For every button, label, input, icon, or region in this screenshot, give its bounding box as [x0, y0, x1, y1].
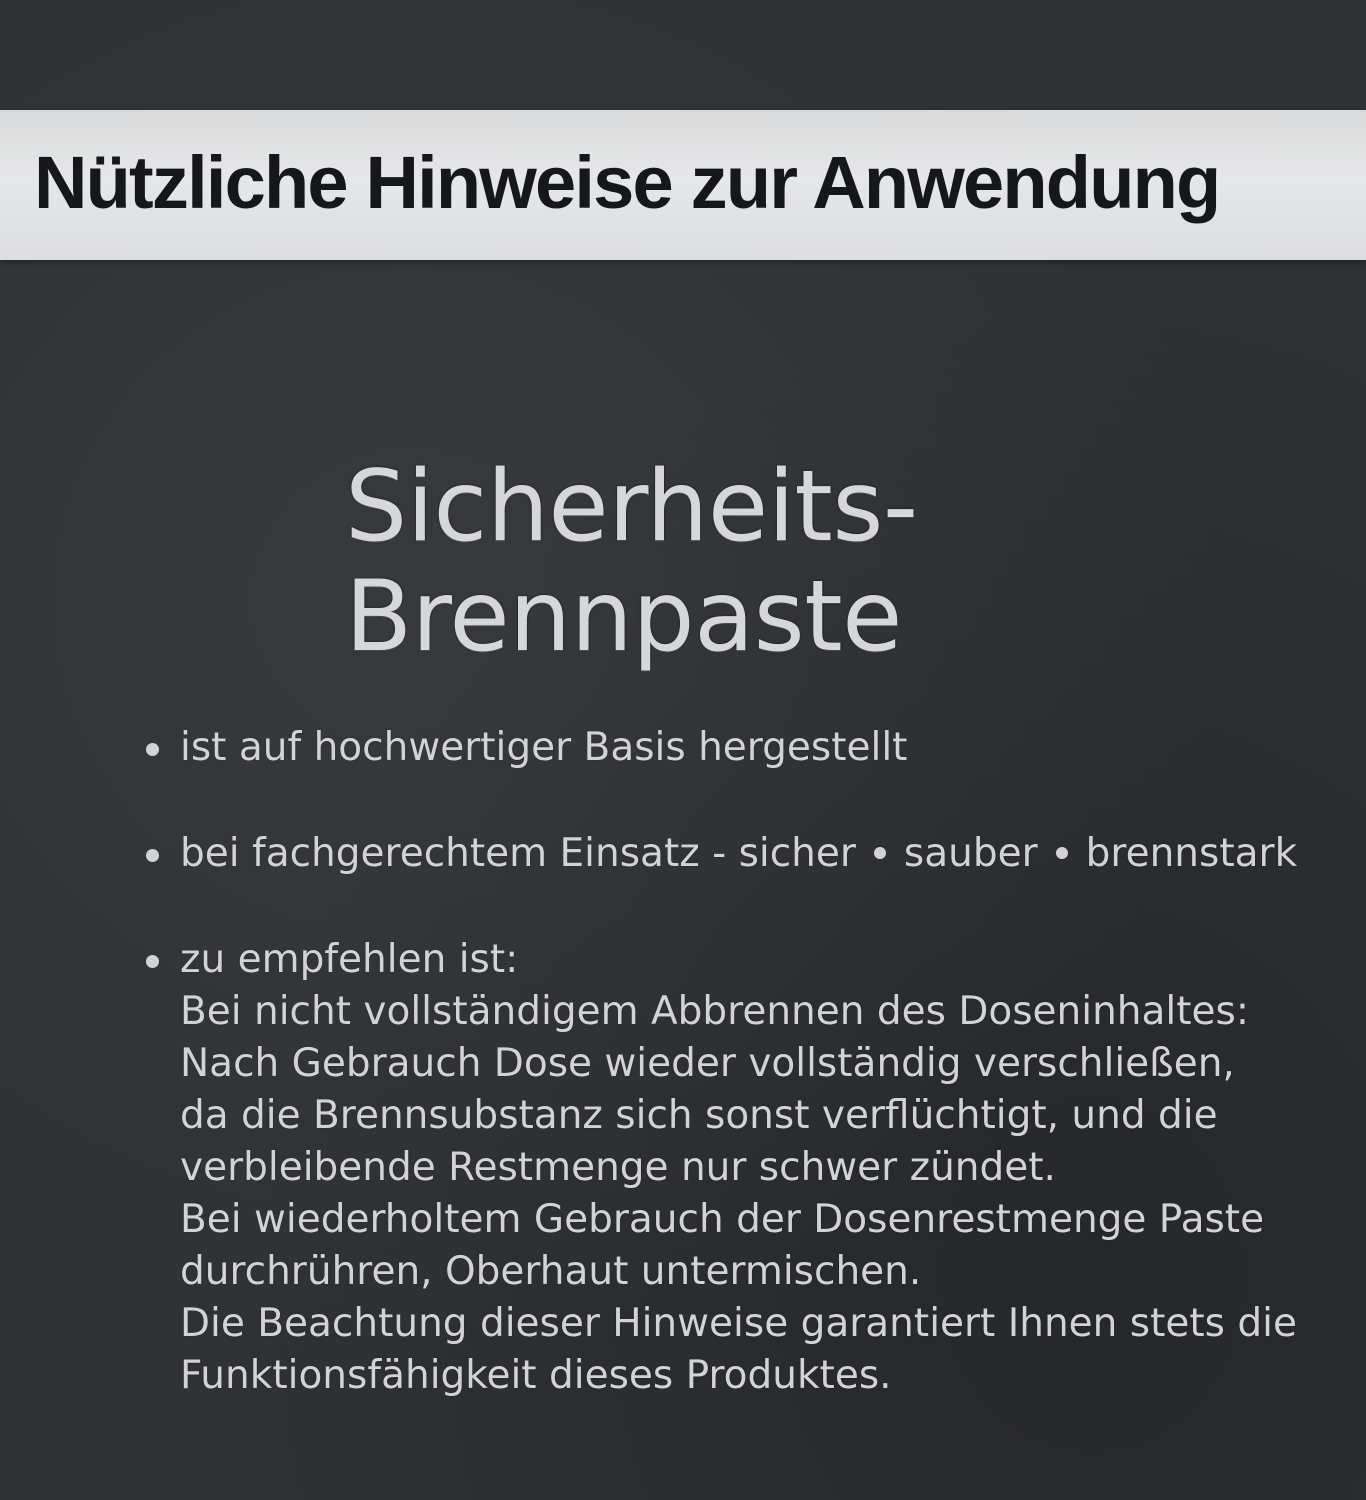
bullet-3-line: Bei wiederholtem Gebrauch der Dosenrestmenge Paste [180, 1197, 1265, 1242]
bullet-text-2-part-3: brennstark [1085, 831, 1298, 876]
bullet-3-line: durchrühren, Oberhaut untermischen. [180, 1249, 922, 1294]
bullet-text-1: ist auf hochwertiger Basis hergestellt [180, 725, 908, 770]
bullet-3-line: Funktionsfähigkeit dieses Produktes. [180, 1353, 892, 1398]
bullet-3-line: Bei nicht vollständigem Abbrennen des Doseninhaltes: [180, 989, 1249, 1034]
bullet-dot-icon [146, 743, 159, 756]
bullet-3-line: Nach Gebrauch Dose wieder vollständig verschließen, [180, 1041, 1235, 1086]
bullet-3-line: Die Beachtung dieser Hinweise garantiert Ihnen stets die [180, 1301, 1297, 1346]
separator-dot-icon [874, 847, 886, 859]
bullet-text-2-part-1: bei fachgerechtem Einsatz - sicher [180, 831, 856, 876]
bullet-item-3 [140, 934, 1340, 1402]
bullet-list [140, 722, 1340, 1456]
product-title-line-2: Brennpaste [345, 560, 902, 674]
bullet-dot-icon [146, 955, 159, 968]
bullet-text-3 [180, 934, 1340, 1402]
separator-dot-icon [1056, 847, 1068, 859]
product-title-line-1: Sicherheits- [345, 450, 918, 564]
bullet-3-line: verbleibende Restmenge nur schwer zündet. [180, 1145, 1056, 1190]
product-title [345, 452, 918, 672]
bullet-item-2 [140, 828, 1340, 880]
bullet-dot-icon [146, 849, 159, 862]
header-title: Nützliche Hinweise zur Anwendung [34, 141, 1220, 224]
bullet-item-1 [140, 722, 1340, 774]
bullet-3-line: da die Brennsubstanz sich sonst verflüchtigt, und die [180, 1093, 1218, 1138]
bullet-text-2 [180, 828, 1340, 880]
header-band [0, 110, 1366, 260]
bullet-3-line: zu empfehlen ist: [180, 937, 519, 982]
bullet-text-2-part-2: sauber [903, 831, 1038, 876]
